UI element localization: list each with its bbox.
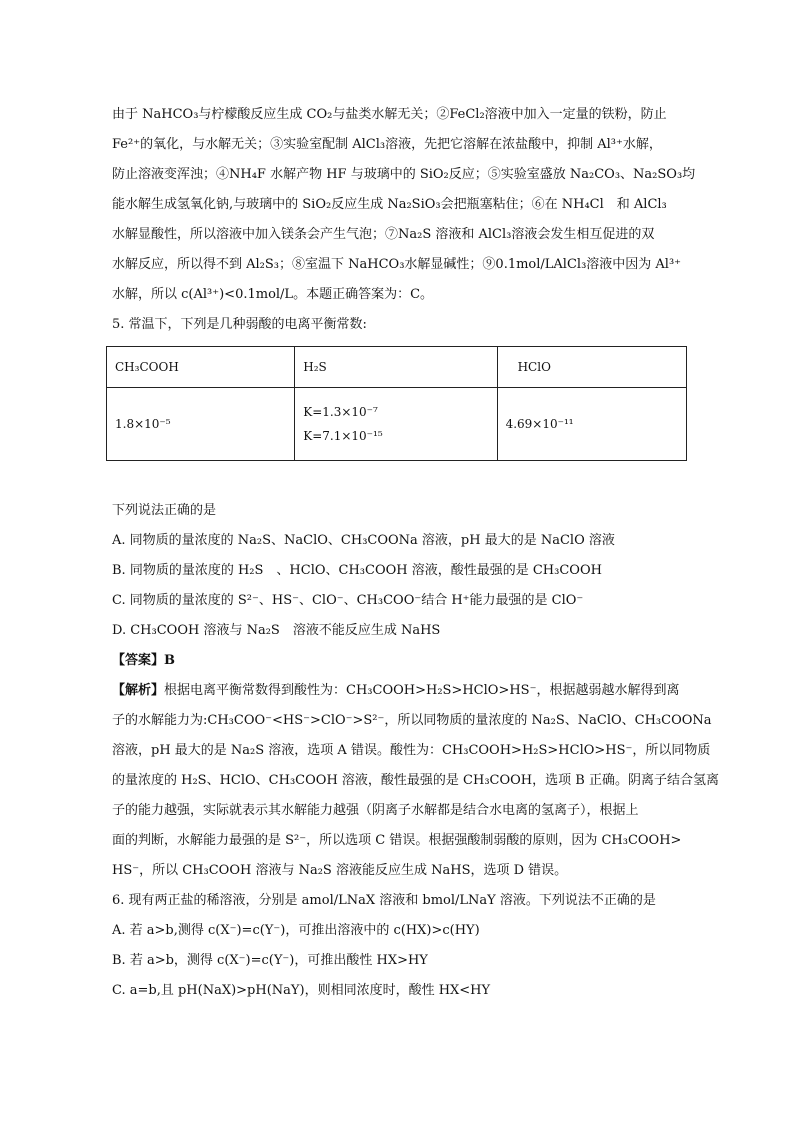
header-ch3cooh: CH₃COOH	[107, 347, 295, 388]
option-a: A. 同物质的量浓度的 Na₂S、NaClO、CH₃COONa 溶液，pH 最大的是 NaClO 溶液	[112, 533, 615, 548]
text-line: 水解显酸性，所以溶液中加入镁条会产生气泡；⑦Na₂S 溶液和 AlCl₃溶液会发生相互促进的双	[112, 227, 655, 242]
analysis-label: 【解析】	[112, 683, 165, 698]
analysis-line: 子的能力越强，实际就表示其水解能力越强（阴离子水解都是结合水电离的氢离子），根据上	[112, 803, 639, 818]
q6-option-a: A. 若 a>b,测得 c(X⁻)=c(Y⁻)，可推出溶液中的 c(HX)>c(HY)	[112, 923, 480, 938]
question-5-prompt: 下列说法正确的是	[112, 503, 217, 518]
text-line: 水解反应，所以得不到 Al₂S₃；⑧室温下 NaHCO₃水解显碱性；⑨0.1mol/LAlCl₃溶液中因为 Al³⁺	[112, 257, 682, 272]
analysis-line: HS⁻，所以 CH₃COOH 溶液与 Na₂S 溶液能反应生成 NaHS，选项 D 错误。	[112, 863, 568, 878]
header-hclo: HClO	[497, 347, 686, 388]
option-c: C. 同物质的量浓度的 S²⁻、HS⁻、ClO⁻、CH₃COO⁻结合 H⁺能力最强的是 ClO⁻	[112, 593, 584, 608]
header-h2s: H₂S	[295, 347, 497, 388]
question-5-stem: 5. 常温下，下列是几种弱酸的电离平衡常数:	[112, 317, 367, 332]
text-line: 防止溶液变浑浊；④NH₄F 水解产物 HF 与玻璃中的 SiO₂反应；⑤实验室盛放 Na₂CO₃、Na₂SO₃均	[112, 167, 696, 182]
table-value-row	[107, 388, 687, 461]
analysis-line: 的量浓度的 H₂S、HClO、CH₃COOH 溶液，酸性最强的是 CH₃COOH，选项 B 正确。阴离子结合氢离	[112, 773, 719, 788]
q6-option-c: C. a=b,且 pH(NaX)>pH(NaY)，则相同浓度时，酸性 HX<HY	[112, 983, 491, 998]
table-header-row	[107, 347, 687, 388]
value-h2s-k2: K=7.1×10⁻¹⁵	[303, 429, 383, 443]
q6-option-b: B. 若 a>b，测得 c(X⁻)=c(Y⁻)，可推出酸性 HX>HY	[112, 953, 428, 968]
value-ch3cooh: 1.8×10⁻⁵	[107, 388, 295, 461]
text-line: 能水解生成氢氧化钠,与玻璃中的 SiO₂反应生成 Na₂SiO₃会把瓶塞粘住；⑥在 NH₄Cl 和 AlCl₃	[112, 197, 667, 212]
option-d: D. CH₃COOH 溶液与 Na₂S 溶液不能反应生成 NaHS	[112, 623, 441, 638]
analysis-text: 根据电离平衡常数得到酸性为：CH₃COOH>H₂S>HClO>HS⁻，根据越弱越水解得到离	[164, 683, 680, 698]
question-5-body	[112, 496, 719, 1006]
analysis-line: 面的判断，水解能力最强的是 S²⁻，所以选项 C 错误。根据强酸制弱酸的原则，因为 CH₃COOH>	[112, 833, 682, 848]
value-h2s-k1: K=1.3×10⁻⁷	[303, 405, 378, 419]
option-b: B. 同物质的量浓度的 H₂S 、HClO、CH₃COOH 溶液，酸性最强的是 CH₃COOH	[112, 563, 602, 578]
text-line: Fe²⁺的氧化，与水解无关；③实验室配制 AlCl₃溶液，先把它溶解在浓盐酸中，抑制 Al³⁺水解，	[112, 137, 662, 152]
answer-line: 【答案】B	[112, 653, 175, 668]
analysis-line-1	[112, 676, 692, 706]
value-h2s	[295, 388, 497, 461]
text-line: 水解，所以 c(Al³⁺)<0.1mol/L。本题正确答案为：C。	[112, 287, 434, 302]
analysis-line: 溶液，pH 最大的是 Na₂S 溶液，选项 A 错误。酸性为：CH₃COOH>H₂S>HClO>HS⁻，所以同物质	[112, 743, 711, 758]
question-6-stem: 6. 现有两正盐的稀溶液，分别是 amol/LNaX 溶液和 bmol/LNaY 溶液。下列说法不正确的是	[112, 893, 656, 908]
value-hclo: 4.69×10⁻¹¹	[497, 388, 686, 461]
previous-analysis-paragraph	[112, 100, 696, 340]
analysis-line: 子的水解能力为:CH₃COO⁻<HS⁻>ClO⁻>S²⁻，所以同物质的量浓度的 Na₂S、NaClO、CH₃COONa	[112, 713, 712, 728]
text-line: 由于 NaHCO₃与柠檬酸反应生成 CO₂与盐类水解无关；②FeCl₂溶液中加入一定量的铁粉，防止	[112, 107, 667, 122]
ionization-constants-table	[106, 346, 687, 461]
